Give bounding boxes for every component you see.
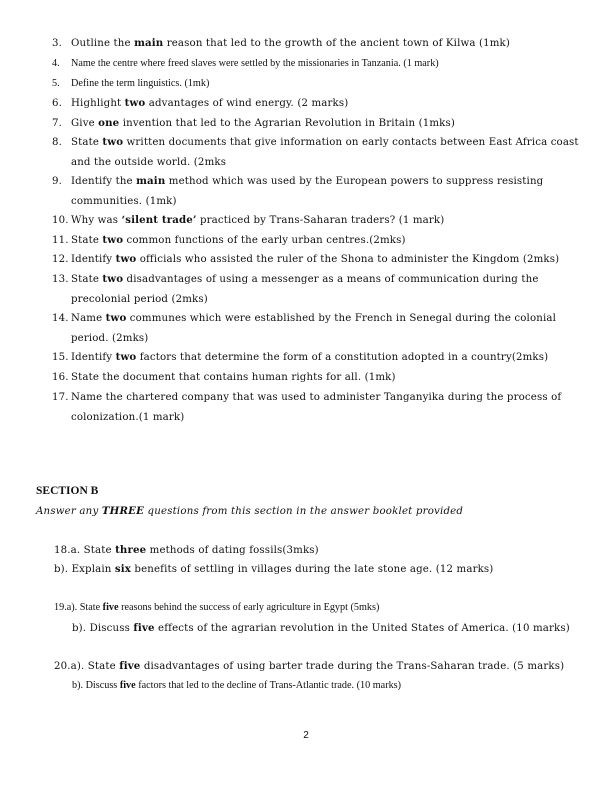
question-text: Name the centre where freed slaves were settled by the missionaries in Tanzania. (1 mark) [71,58,439,69]
question-text: Name two communes which were established by the French in Senegal during the colonial period. (2mks) [71,312,556,344]
question-text: Identify two factors that determine the form of a constitution adopted in a country(2mks) [71,351,549,363]
question-number: 6. [52,98,63,109]
question-text: State the document that contains human rights for all. (1mk) [71,372,396,383]
question-13 [52,270,582,309]
question-number: 15. [52,352,69,363]
question-9 [52,172,582,211]
question-text: State two written documents that give information on early contacts between East Africa coast and the outside world. (2mks [71,136,579,168]
question-18b: b). Explain six benefits of settling in villages during the late stone age. (12 marks) [54,563,494,575]
question-19a: 19.a). State five reasons behind the success of early agriculture in Egypt (5mks) [54,602,380,613]
question-text: Highlight two advantages of wind energy. (2 marks) [71,97,349,109]
question-number: 3. [52,38,63,49]
question-number: 4. [52,58,60,69]
question-4 [52,54,582,74]
question-8 [52,133,582,172]
question-5 [52,74,582,94]
question-text: Identify two officials who assisted the ruler of the Shona to administer the Kingdom (2mks) [71,253,560,265]
question-text: Outline the main reason that led to the growth of the ancient town of Kilwa (1mk) [71,37,510,49]
question-number: 11. [52,235,69,246]
question-text: Name the chartered company that was used to administer Tanganyika during the process of colonization.(1 mark) [71,392,562,423]
question-15 [52,348,582,368]
question-14 [52,309,592,348]
question-10 [52,211,582,231]
question-number: 16. [52,372,69,383]
question-number: 14. [52,313,69,324]
question-text: State two common functions of the early urban centres.(2mks) [71,234,406,246]
question-16 [52,368,582,388]
question-17 [52,388,582,427]
question-6 [52,94,582,114]
question-text: Identify the main method which was used by the European powers to suppress resisting communities. (1mk) [71,175,544,207]
question-number: 13. [52,274,69,285]
section-b-title: SECTION B [36,485,99,497]
question-number: 17. [52,392,69,403]
question-text: Give one invention that led to the Agrarian Revolution in Britain (1mks) [71,117,456,129]
question-number: 5. [52,78,60,89]
question-19b: b). Discuss five effects of the agrarian revolution in the United States of America. (10 marks) [72,622,570,634]
question-11 [52,231,582,251]
question-text: Why was ‘silent trade’ practiced by Trans-Saharan traders? (1 mark) [71,214,445,226]
question-3 [52,34,582,54]
question-text: Define the term linguistics. (1mk) [71,78,210,89]
question-20b: b). Discuss five factors that led to the decline of Trans-Atlantic trade. (10 marks) [72,680,402,691]
question-number: 12. [52,254,69,265]
question-12 [52,250,582,270]
section-b-instruction: Answer any THREE questions from this section in the answer booklet provided [36,505,464,517]
page-number: 2 [303,730,309,741]
question-text: State two disadvantages of using a messenger as a means of communication during the precolonial period (2mks) [71,273,539,305]
question-number: 9. [52,176,63,187]
question-number: 10. [52,215,69,226]
question-number: 8. [52,137,63,148]
question-20a: 20.a). State five disadvantages of using barter trade during the Trans-Saharan trade. (5 marks) [54,660,565,672]
question-number: 7. [52,118,63,129]
question-7 [52,114,582,134]
question-18a: 18.a. State three methods of dating fossils(3mks) [54,544,319,556]
